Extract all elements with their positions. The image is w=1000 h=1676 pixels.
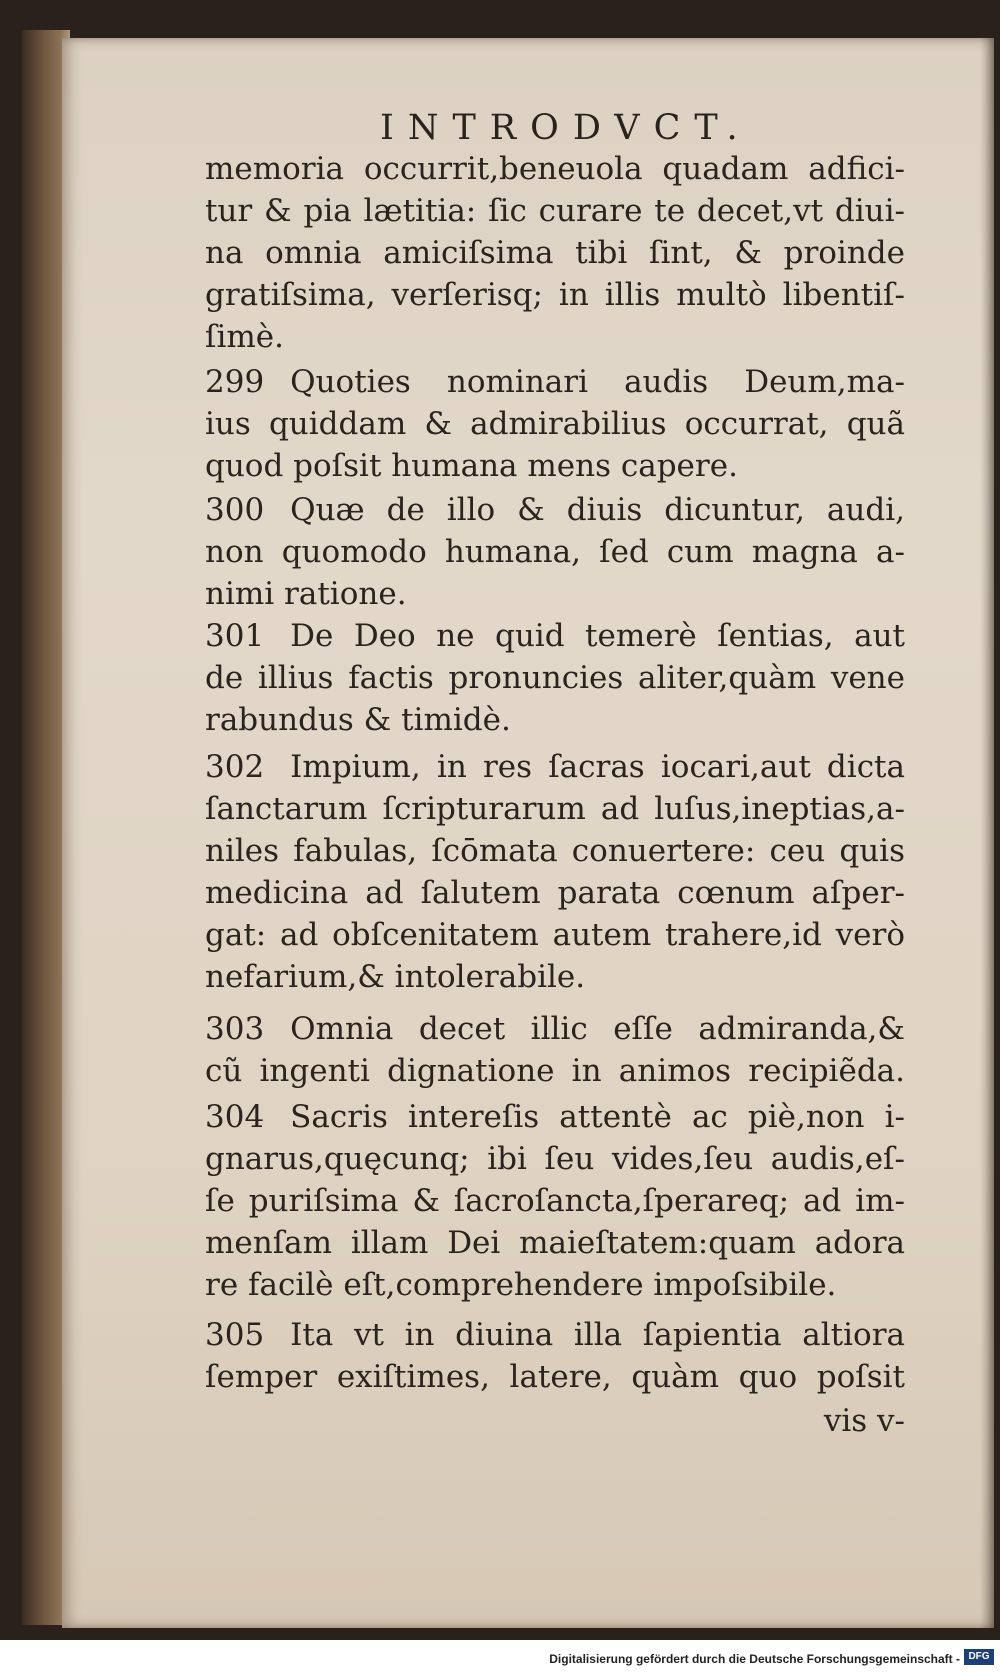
text-line: nefarium,& intolerabile. xyxy=(205,959,586,995)
section-number: 300 xyxy=(205,492,265,528)
section-number: 299 xyxy=(205,364,265,400)
text-line: na omnia amiciſsima tibi ſint, & proinde xyxy=(205,235,905,271)
paragraph-first-line xyxy=(205,489,905,531)
text-line: gnarus,quęcunq; ibi ſeu vides,ſeu audis,eſ- xyxy=(205,1141,905,1177)
paragraph-first-line xyxy=(205,1096,905,1138)
dfg-logo: DFG xyxy=(964,1649,994,1665)
text-line: Ita vt in diuina illa ſapientia altiora xyxy=(290,1317,905,1353)
text-line: tur & pia lætitia: ſic curare te decet,vt diui- xyxy=(205,193,905,229)
section-number: 301 xyxy=(205,618,265,654)
section-number: 305 xyxy=(205,1317,265,1353)
section-number: 304 xyxy=(205,1099,265,1135)
text-line: quod poſsit humana mens capere. xyxy=(205,448,738,484)
text-line: medicina ad ſalutem parata cœnum aſper- xyxy=(205,875,905,911)
text-line: De Deo ne quid temerè ſentias, aut xyxy=(290,618,905,654)
text-line: Omnia decet illic eſſe admiranda,& xyxy=(290,1011,905,1047)
text-line: Sacris intereſis attentè ac piè,non i- xyxy=(290,1099,905,1135)
paragraph-first-line xyxy=(205,615,905,657)
text-line: ſemper exiſtimes, latere, quàm quo poſsit xyxy=(205,1359,905,1395)
text-line: gratiſsima, verſerisq; in illis multò libentiſ- xyxy=(205,277,905,313)
funding-notice: Digitalisierung gefördert durch die Deutsche Forschungsgemeinschaft - xyxy=(549,1652,960,1666)
text-line: memoria occurrit,beneuola quadam adfici- xyxy=(205,151,905,187)
running-head: INTRODVCT. xyxy=(380,108,752,148)
text-line: re facilè eſt,comprehendere impoſsibile. xyxy=(205,1267,837,1303)
text-line: de illius factis pronuncies aliter,quàm vene xyxy=(205,660,905,696)
paragraph-first-line xyxy=(205,361,905,403)
section-number: 302 xyxy=(205,749,265,785)
text-line: gat: ad obſcenitatem autem trahere,id verò xyxy=(205,917,905,953)
text-line: Impium, in res ſacras iocari,aut dicta xyxy=(290,749,905,785)
text-line: ius quiddam & admirabilius occurrat, quã xyxy=(205,406,905,442)
text-line: Quoties nominari audis Deum,ma- xyxy=(290,364,905,400)
text-line: cũ ingenti dignatione in animos recipiẽda. xyxy=(205,1053,905,1089)
catchword: vis v- xyxy=(823,1403,905,1439)
text-line: Quæ de illo & diuis dicuntur, audi, xyxy=(290,492,905,528)
text-line: menſam illam Dei maieſtatem:quam adora xyxy=(205,1225,905,1261)
paragraph-first-line xyxy=(205,1008,905,1050)
paragraph-first-line xyxy=(205,746,905,788)
text-line: ſe puriſsima & ſacroſancta,ſperareq; ad im- xyxy=(205,1183,905,1219)
section-number: 303 xyxy=(205,1011,265,1047)
paragraph-first-line xyxy=(205,1314,905,1356)
text-line: ſanctarum ſcripturarum ad luſus,ineptias,a- xyxy=(205,791,905,827)
text-line: nimi ratione. xyxy=(205,576,407,612)
text-line: non quomodo humana, ſed cum magna a- xyxy=(205,534,905,570)
text-line: ſimè. xyxy=(205,319,284,355)
text-line: rabundus & timidè. xyxy=(205,702,511,738)
text-line: niles fabulas, ſcōmata conuertere: ceu quis xyxy=(205,833,905,869)
